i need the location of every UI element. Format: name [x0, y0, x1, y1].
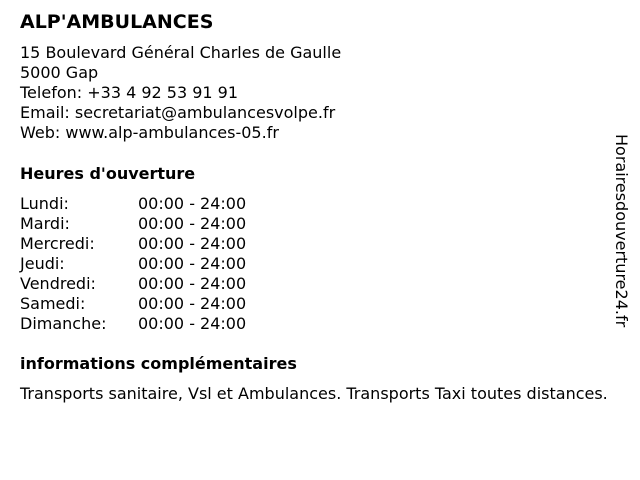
city: 5000 Gap: [20, 63, 99, 82]
hours-heading: Heures d'ouverture: [20, 164, 196, 183]
email: Email: secretariat@ambulancesvolpe.fr: [20, 103, 336, 122]
hours-row-saturday: [20, 294, 290, 314]
business-name: ALP'AMBULANCES: [20, 11, 214, 33]
additional-info-text: Transports sanitaire, Vsl et Ambulances. Transports Taxi toutes distances.: [20, 384, 608, 403]
hours-row-thursday: [20, 254, 290, 274]
website: Web: www.alp-ambulances-05.fr: [20, 123, 279, 142]
hours-row-monday: [20, 194, 290, 214]
phone: Telefon: +33 4 92 53 91 91: [20, 83, 239, 102]
site-watermark: Horairesdouverture24.fr: [612, 134, 631, 328]
street-address: 15 Boulevard Général Charles de Gaulle: [20, 43, 342, 62]
day-label: Samedi:: [20, 294, 86, 313]
time-range: 00:00 - 24:00: [138, 254, 247, 273]
day-label: Lundi:: [20, 194, 69, 213]
day-label: Jeudi:: [20, 254, 65, 273]
time-range: 00:00 - 24:00: [138, 214, 247, 233]
hours-row-tuesday: [20, 214, 290, 234]
hours-row-wednesday: [20, 234, 290, 254]
day-label: Mercredi:: [20, 234, 95, 253]
hours-row-sunday: [20, 314, 290, 334]
time-range: 00:00 - 24:00: [138, 274, 247, 293]
time-range: 00:00 - 24:00: [138, 294, 247, 313]
time-range: 00:00 - 24:00: [138, 194, 247, 213]
additional-info-heading: informations complémentaires: [20, 354, 297, 373]
day-label: Dimanche:: [20, 314, 107, 333]
opening-hours-list: [20, 194, 290, 334]
hours-row-friday: [20, 274, 290, 294]
time-range: 00:00 - 24:00: [138, 314, 247, 333]
day-label: Mardi:: [20, 214, 70, 233]
business-contact: [20, 43, 341, 143]
time-range: 00:00 - 24:00: [138, 234, 247, 253]
day-label: Vendredi:: [20, 274, 96, 293]
